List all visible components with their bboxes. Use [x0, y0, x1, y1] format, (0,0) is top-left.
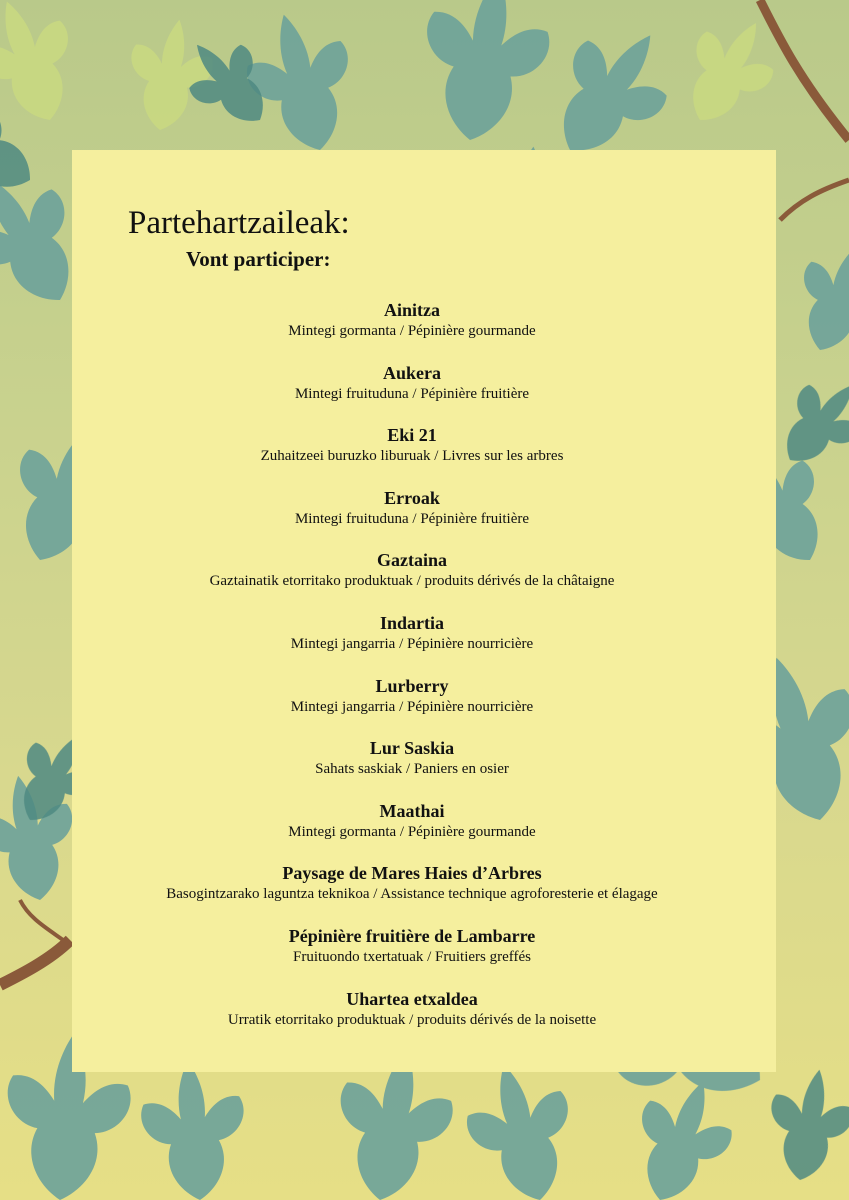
participant-name: Erroak	[384, 487, 440, 508]
list-item	[72, 487, 752, 550]
participant-description: Mintegi jangarria / Pépinière nourricière	[290, 698, 534, 715]
list-item	[72, 737, 752, 800]
participant-description: Zuhaitzeei buruzko liburuak / Livres sur les arbres	[260, 448, 564, 465]
list-item	[72, 675, 752, 738]
participant-name: Lurberry	[375, 675, 449, 696]
participant-description: Gaztainatik etorritako produktuak / produits dérivés de la châtaigne	[209, 573, 615, 590]
participant-description: Mintegi fruituduna / Pépinière fruitière	[294, 510, 530, 527]
participant-name: Indartia	[379, 612, 444, 633]
participant-description: Basogintzarako laguntza teknikoa / Assistance technique agroforesterie et élagage	[166, 886, 658, 903]
participant-description: Sahats saskiak / Paniers en osier	[315, 761, 509, 778]
list-item	[72, 925, 752, 988]
list-item	[72, 549, 752, 612]
participant-name: Ainitza	[384, 300, 440, 320]
page-title: Partehartzaileak:	[128, 205, 350, 241]
list-item	[72, 424, 752, 487]
participant-description: Mintegi gormanta / Pépinière gourmande	[288, 323, 536, 339]
participant-description: Mintegi gormanta / Pépinière gourmande	[288, 823, 536, 840]
participant-description: Mintegi fruituduna / Pépinière fruitière	[294, 385, 530, 402]
participant-name: Pépinière fruitière de Lambarre	[288, 925, 536, 946]
participant-name: Aukera	[383, 362, 441, 383]
list-item	[72, 862, 752, 925]
list-item	[72, 800, 752, 863]
page-subtitle: Vont participer:	[186, 247, 331, 271]
participant-name: Eki 21	[387, 425, 437, 446]
participant-description: Mintegi jangarria / Pépinière nourricière	[290, 635, 534, 652]
list-item	[72, 299, 752, 362]
participants-list	[72, 299, 752, 1050]
list-item	[72, 362, 752, 425]
list-item	[72, 988, 752, 1051]
participant-name: Paysage de Mares Haies d’Arbres	[282, 863, 542, 884]
participant-name: Lur Saskia	[369, 738, 455, 759]
participant-description: Fruituondo txertatuak / Fruitiers greffés	[292, 948, 531, 965]
participant-name: Uhartea etxaldea	[346, 988, 478, 1009]
participant-name: Maathai	[379, 800, 445, 821]
list-item	[72, 612, 752, 675]
participant-description: Urratik etorritako produktuak / produits dérivés de la noisette	[227, 1011, 597, 1028]
participant-name: Gaztaina	[377, 550, 447, 571]
